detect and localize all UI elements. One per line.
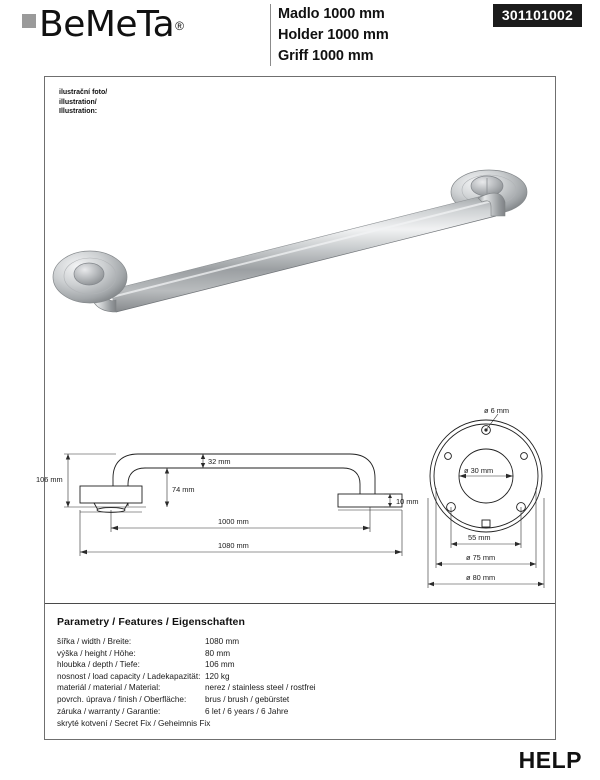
help-logo: HELP [518, 747, 582, 773]
product-title-en: Holder 1000 mm [278, 27, 389, 43]
header-divider [270, 4, 271, 66]
parameters-divider [45, 603, 555, 604]
product-title-de: Griff 1000 mm [278, 48, 374, 64]
param-value: 106 mm [205, 660, 235, 670]
table-row [57, 659, 457, 671]
side-view-drawing [36, 448, 419, 578]
parameters-table [57, 636, 457, 730]
page-header [0, 0, 600, 72]
svg-text:ø 30 mm: ø 30 mm [464, 466, 494, 475]
param-value: 80 mm [205, 648, 231, 658]
product-title-group [278, 4, 389, 67]
svg-text:ø 80 mm: ø 80 mm [466, 573, 496, 582]
param-value: nerez / stainless steel / rostfrei [205, 683, 316, 693]
dimension-inner-30mm [459, 466, 513, 478]
param-value: 1080 mm [205, 637, 240, 646]
param-label: materiál / material / Material: [57, 683, 161, 693]
illustration-note-en: illustration/ [59, 98, 97, 106]
param-label: záruka / warranty / Garantie: [57, 706, 161, 716]
dimension-55mm [451, 507, 521, 548]
param-note: skryté kotvení / Secret Fix / Geheimnis Fix [57, 719, 211, 729]
param-label: šířka / width / Breite: [57, 637, 132, 646]
dimension-1000mm [111, 507, 370, 532]
wall-flange-left [53, 251, 127, 303]
dimension-32mm [201, 454, 231, 468]
table-row [57, 682, 457, 694]
table-row [57, 671, 457, 683]
product-code-badge: 301101002 [493, 4, 582, 27]
svg-text:55 mm: 55 mm [468, 533, 491, 542]
param-value: 120 kg [205, 671, 230, 681]
product-title-cs: Madlo 1000 mm [278, 6, 385, 22]
bemeta-logo [22, 6, 184, 44]
param-value: 6 let / 6 years / 6 Jahre [205, 706, 289, 716]
illustration-note [59, 88, 107, 117]
illustration-note-cs: ilustrační foto/ [59, 89, 108, 96]
svg-text:74 mm: 74 mm [172, 485, 195, 494]
grab-bar-tube [110, 194, 496, 312]
table-row [57, 648, 457, 660]
registered-trademark-icon: ® [175, 18, 184, 33]
param-label: hloubka / depth / Tiefe: [57, 660, 140, 670]
table-row [57, 717, 457, 730]
dimension-74mm [146, 468, 200, 507]
svg-text:1000 mm: 1000 mm [218, 517, 249, 526]
svg-text:ø 6 mm: ø 6 mm [484, 406, 510, 415]
flange-view-drawing [418, 408, 558, 598]
brand-name: BeMeTa [39, 4, 175, 45]
param-label: výška / height / Höhe: [57, 648, 136, 658]
table-row [57, 636, 457, 648]
svg-text:10 mm: 10 mm [396, 497, 419, 506]
param-label: nosnost / load capacity / Ladekapazität: [57, 671, 201, 681]
svg-text:106 mm: 106 mm [36, 475, 63, 484]
table-row [57, 706, 457, 718]
table-row [57, 694, 457, 706]
logo-square-icon [22, 14, 36, 28]
svg-text:1080 mm: 1080 mm [218, 541, 249, 550]
svg-text:ø 75 mm: ø 75 mm [466, 553, 496, 562]
dimension-outer-80mm [428, 498, 544, 588]
svg-text:32 mm: 32 mm [208, 457, 231, 466]
param-label: povrch. úprava / finish / Oberfläche: [57, 694, 187, 704]
parameters-heading: Parametry / Features / Eigenschaften [57, 616, 246, 628]
param-value: brus / brush / gebürstet [205, 694, 290, 704]
illustration-note-de: Illustration: [59, 108, 98, 115]
product-photo [50, 150, 550, 330]
